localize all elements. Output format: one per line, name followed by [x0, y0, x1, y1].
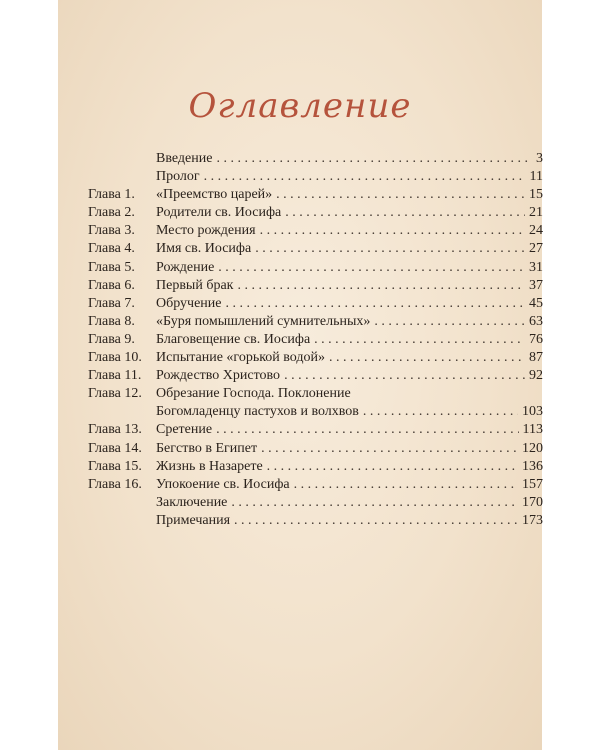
dot-leader: [374, 313, 525, 331]
chapter-label: Глава 1.: [88, 187, 135, 203]
dot-leader: [231, 494, 518, 512]
toc-entry: [88, 476, 543, 494]
dot-leader: [267, 458, 518, 476]
chapter-label: Глава 4.: [88, 241, 135, 257]
chapter-label: Глава 14.: [88, 440, 142, 456]
chapter-label: Глава 6.: [88, 277, 135, 293]
dot-leader: [284, 367, 525, 385]
entry-title: Обрезание Господа. Поклонение: [156, 386, 351, 402]
toc-entry: [88, 458, 543, 476]
page-number: 87: [529, 350, 543, 366]
toc-entry: [88, 204, 543, 222]
dot-leader: [329, 349, 525, 367]
page-number: 63: [529, 313, 543, 329]
entry-title: Заключение: [156, 494, 228, 510]
book-page: [58, 0, 542, 750]
toc-entry: [88, 331, 543, 349]
page-number: 92: [529, 368, 543, 384]
dot-leader: [204, 168, 526, 186]
toc-entry: [88, 168, 543, 186]
toc-entry: [88, 349, 543, 367]
chapter-label: Глава 2.: [88, 205, 135, 221]
page-number: 120: [522, 440, 543, 456]
entry-title: «Преемство царей»: [156, 187, 273, 203]
chapter-label: Глава 8.: [88, 313, 135, 329]
entry-title: Испытание «горькой водой»: [156, 350, 326, 366]
page-number: 11: [529, 169, 543, 185]
toc-entry: [88, 240, 543, 258]
entry-title: Жизнь в Назарете: [156, 458, 263, 474]
entry-title: Благовещение св. Иосифа: [156, 331, 311, 347]
entry-title: Обручение: [156, 295, 222, 311]
toc-entry: [88, 150, 543, 168]
dot-leader: [260, 222, 525, 240]
dot-leader: [255, 240, 525, 258]
dot-leader: [294, 476, 518, 494]
entry-title: Пролог: [156, 169, 200, 185]
page-number: 27: [529, 241, 543, 257]
toc-entry: [88, 222, 543, 240]
entry-title: Первый брак: [156, 277, 234, 293]
dot-leader: [363, 403, 518, 421]
entry-title: Место рождения: [156, 223, 256, 239]
chapter-label: Глава 10.: [88, 350, 142, 366]
page-number: 103: [522, 404, 543, 420]
dot-leader: [218, 259, 525, 277]
page-title: Оглавление: [188, 86, 412, 126]
page-number: 45: [529, 295, 543, 311]
dot-leader: [216, 150, 532, 168]
page-number: 170: [522, 494, 543, 510]
page-number: 24: [529, 223, 543, 239]
dot-leader: [261, 440, 518, 458]
toc-entry: [88, 512, 543, 530]
dot-leader: [237, 277, 525, 295]
dot-leader: [276, 186, 525, 204]
dot-leader: [285, 204, 525, 222]
page-number: 76: [529, 331, 543, 347]
chapter-label: Глава 9.: [88, 331, 135, 347]
toc-entry: [88, 440, 543, 458]
page-number: 21: [529, 205, 543, 221]
dot-leader: [216, 421, 518, 439]
page-number: 3: [536, 151, 543, 166]
toc-entry: [88, 259, 543, 277]
toc-entry: [88, 385, 543, 421]
entry-title: «Буря помышлений сумнительных»: [156, 313, 371, 329]
page-number: 113: [522, 422, 543, 438]
dot-leader: [234, 512, 518, 530]
toc-entry: [88, 186, 543, 204]
entry-title: Введение: [156, 151, 213, 166]
chapter-label: Глава 15.: [88, 458, 142, 474]
page-number: 31: [529, 259, 543, 275]
entry-title: Примечания: [156, 512, 231, 528]
chapter-label: Глава 13.: [88, 422, 142, 438]
chapter-label: Глава 12.: [88, 386, 142, 402]
entry-title: Сретение: [156, 422, 213, 438]
toc-entry: [88, 494, 543, 512]
dot-leader: [226, 295, 525, 313]
entry-title: Бегство в Египет: [156, 440, 258, 456]
page-number: 15: [529, 187, 543, 203]
table-of-contents: [88, 150, 543, 530]
toc-entry: [88, 367, 543, 385]
chapter-label: Глава 5.: [88, 259, 135, 275]
page-number: 136: [522, 458, 543, 474]
entry-title: Рождение: [156, 259, 215, 275]
chapter-label: Глава 7.: [88, 295, 135, 311]
page-number: 157: [522, 476, 543, 492]
chapter-label: Глава 11.: [88, 368, 142, 384]
entry-title: Имя св. Иосифа: [156, 241, 252, 257]
entry-title-continuation: Богомладенцу пастухов и волхвов: [156, 404, 359, 420]
page-number: 173: [522, 512, 543, 528]
page-number: 37: [529, 277, 543, 293]
entry-title: Рождество Христово: [156, 368, 281, 384]
chapter-label: Глава 3.: [88, 223, 135, 239]
entry-title: Упокоение св. Иосифа: [156, 476, 290, 492]
chapter-label: Глава 16.: [88, 476, 142, 492]
toc-entry: [88, 421, 543, 439]
toc-entry: [88, 295, 543, 313]
entry-title: Родители св. Иосифа: [156, 205, 282, 221]
toc-entry: [88, 313, 543, 331]
toc-entry: [88, 277, 543, 295]
dot-leader: [314, 331, 525, 349]
